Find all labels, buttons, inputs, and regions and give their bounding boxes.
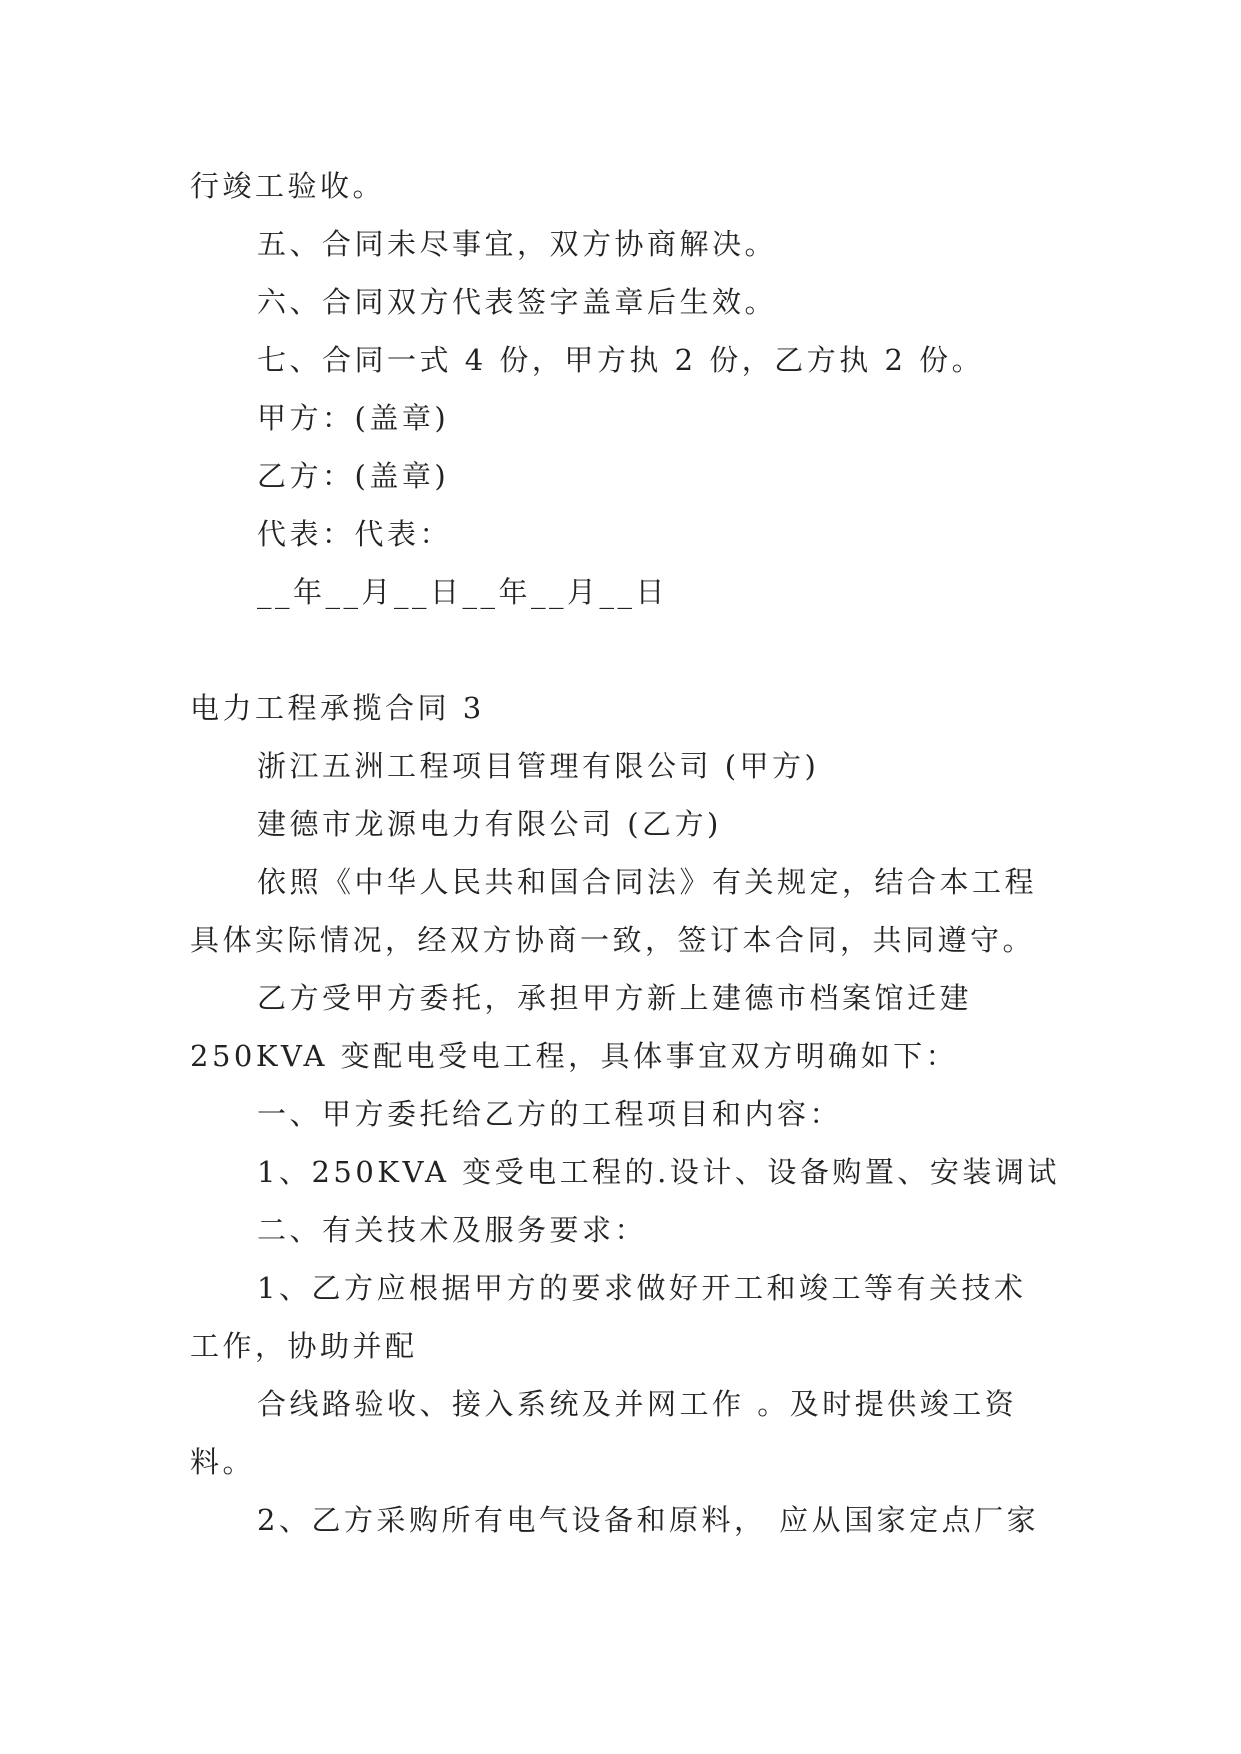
text-line: 250KVA 变配电受电工程，具体事宜双方明确如下： bbox=[190, 1039, 959, 1073]
text-line: 工作，协助并配 bbox=[190, 1329, 418, 1363]
text-line: 七、合同一式 4 份，甲方执 2 份，乙方执 2 份。 bbox=[257, 343, 985, 377]
party-a-name: 浙江五洲工程项目管理有限公司 (甲方) bbox=[257, 749, 820, 783]
section-title: 电力工程承揽合同 3 bbox=[190, 691, 485, 725]
text-line: 五、合同未尽事宜，双方协商解决。 bbox=[257, 227, 778, 261]
text-line: 依照《中华人民共和国合同法》有关规定，结合本工程 bbox=[257, 865, 1038, 899]
clause-heading: 一、甲方委托给乙方的工程项目和内容： bbox=[257, 1097, 843, 1131]
text-line: 合线路验收、接入系统及并网工作 。及时提供竣工资 bbox=[257, 1387, 1018, 1421]
date-line: __年__月__日__年__月__日 bbox=[257, 575, 669, 609]
party-b-name: 建德市龙源电力有限公司 (乙方) bbox=[257, 807, 722, 841]
text-line: 具体实际情况，经双方协商一致，签订本合同，共同遵守。 bbox=[190, 923, 1036, 957]
clause-heading: 二、有关技术及服务要求： bbox=[257, 1213, 648, 1247]
text-line: 1、乙方应根据甲方的要求做好开工和竣工等有关技术 bbox=[257, 1271, 1027, 1305]
representatives-line: 代表：代表： bbox=[257, 517, 453, 551]
text-line: 1、250KVA 变受电工程的.设计、设备购置、安装调试 bbox=[257, 1155, 1060, 1189]
text-line: 六、合同双方代表签字盖章后生效。 bbox=[257, 285, 778, 319]
signature-party-a: 甲方：(盖章) bbox=[257, 401, 450, 435]
text-line: 乙方受甲方委托，承担甲方新上建德市档案馆迁建 bbox=[257, 981, 973, 1015]
text-line: 行竣工验收。 bbox=[190, 169, 386, 203]
text-line: 料。 bbox=[190, 1445, 256, 1479]
signature-party-b: 乙方：(盖章) bbox=[257, 459, 450, 493]
text-line: 2、乙方采购所有电气设备和原料， 应从国家定点厂家 bbox=[257, 1503, 1040, 1537]
